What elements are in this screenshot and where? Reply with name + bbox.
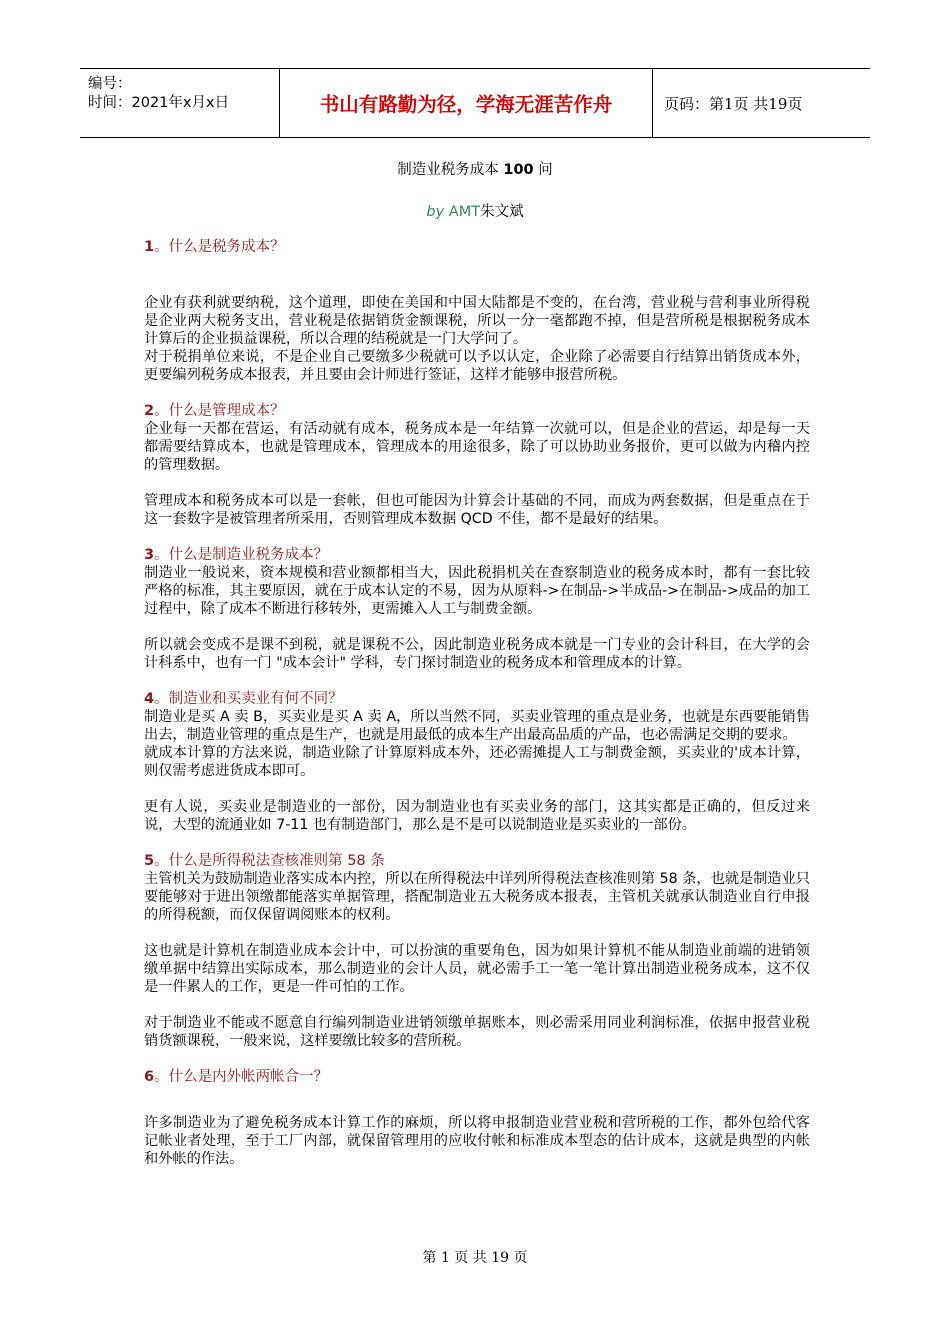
paragraph: 这也就是计算机在制造业成本会计中，可以扮演的重要角色，因为如果计算机不能从制造业前端的进销领缴单据中结算出实际成本，那么制造业的会计人员，就必需手工一笔一笔计算出制造业税务成本，这不仅是一件累人的工作，更是一件可怕的工作。 <box>144 943 810 995</box>
paragraph: 企业有获利就要纳税，这个道理，即使在美国和中国大陆都是不变的，在台湾，营业税与营利事业所得税是企业两大税务支出，营业税是依据销货金额课税，所以一分一毫都跑不掉，但是营所税是根据税务成本计算后的企业损益课税，所以合理的结税就是一门大学问了。 <box>144 295 810 347</box>
document-title <box>0 158 950 179</box>
paragraph: 更有人说，买卖业是制造业的一部份，因为制造业也有买卖业务的部门，这其实都是正确的，但反过来说，大型的流通业如 7-11 也有制造部门，那么是不是可以说制造业是买卖业的一部份。 <box>144 799 810 833</box>
header-page-info: 页码：第1页 共19页 <box>664 94 803 113</box>
document-body <box>144 238 810 1168</box>
number-label: 编号： <box>88 76 132 92</box>
byline-amt: AMT <box>444 204 481 220</box>
page-header <box>80 68 870 138</box>
paragraph: 就成本计算的方法来说，制造业除了计算原料成本外，还必需摊提人工与制费金额，买卖业的'成本计算，则仅需考虑进货成本即可。 <box>144 745 810 779</box>
paragraph: 主管机关为鼓励制造业落实成本内控，所以在所得税法中详列所得税法查核准则第 58 条，也就是制造业只要能够对于进出领缴都能落实单据管理，搭配制造业五大税务成本报表，主管机关就承认制造业自行申报的所得税额，而仅保留调阅账本的权利。 <box>144 871 810 923</box>
byline <box>0 200 950 221</box>
section-heading: 2。什么是管理成本？ <box>144 403 285 419</box>
header-meta <box>88 75 278 113</box>
section-heading: 4。制造业和买卖业有何不同？ <box>144 691 343 707</box>
byline-author: 朱文斌 <box>480 204 524 220</box>
paragraph: 所以就会变成不是课不到税，就是课税不公，因此制造业税务成本就是一门专业的会计科目，在大学的会计科系中，也有一门 "成本会计" 学科，专门探讨制造业的税务成本和管理成本的计算。 <box>144 637 810 671</box>
section-heading: 5。什么是所得税法查核准则第 58 条 <box>144 853 385 869</box>
title-suffix: 问 <box>533 162 553 178</box>
time-label: 时间：2021年x月x日 <box>88 95 230 111</box>
paragraph: 制造业是买 A 卖 B，买卖业是买 A 卖 A，所以当然不同，买卖业管理的重点是业务，也就是东西要能销售出去，制造业管理的重点是生产，也就是用最低的成本生产出最高品质的产品，也必需满足交期的要求。 <box>144 709 810 743</box>
paragraph: 管理成本和税务成本可以是一套帐，但也可能因为计算会计基础的不同，而成为两套数据，但是重点在于这一套数字是被管理者所采用，否则管理成本数据 QCD 不佳，都不是最好的结果。 <box>144 493 810 527</box>
paragraph: 企业每一天都在营运，有活动就有成本，税务成本是一年结算一次就可以，但是企业的营运，却是每一天都需要结算成本，也就是管理成本，管理成本的用途很多，除了可以协助业务报价，更可以做为内稽内控的管理数据。 <box>144 421 810 473</box>
paragraph: 对于制造业不能或不愿意自行编列制造业进销领缴单据账本，则必需采用同业利润标准，依据申报营业税销货额课税，一般来说，这样要缴比较多的营所税。 <box>144 1015 810 1049</box>
section-heading: 6。什么是内外帐两帐合一？ <box>144 1069 329 1085</box>
paragraph: 对于税捐单位来说，不是企业自己要缴多少税就可以予以认定，企业除了必需要自行结算出销货成本外，更要编列税务成本报表，并且要由会计师进行签证，这样才能够申报营所税。 <box>144 349 810 383</box>
page-footer: 第 1 页 共 19 页 <box>422 1250 528 1266</box>
paragraph: 许多制造业为了避免税务成本计算工作的麻烦，所以将申报制造业营业税和营所税的工作，都外包给代客记帐业者处理，至于工厂内部，就保留管理用的应收付帐和标准成本型态的估计成本，这就是典型的内帐和外帐的作法。 <box>144 1115 810 1167</box>
paragraph: 制造业一般说来，资本规模和营业额都相当大，因此税捐机关在查察制造业的税务成本时，都有一套比较严格的标准，其主要原因，就在于成本认定的不易，因为从原料->在制品->半成品->在制品->成品的加工过程中，除了成本不断进行移转外，更需摊入人工与制费金额。 <box>144 565 810 617</box>
header-motto: 书山有路勤为径，学海无涯苦作舟 <box>279 69 653 137</box>
title-prefix: 制造业税务成本 <box>397 162 504 178</box>
title-number: 100 <box>503 162 534 178</box>
section-heading: 1。什么是税务成本？ <box>144 239 285 255</box>
byline-by: by <box>426 204 445 220</box>
section-heading: 3。什么是制造业税务成本？ <box>144 547 329 563</box>
